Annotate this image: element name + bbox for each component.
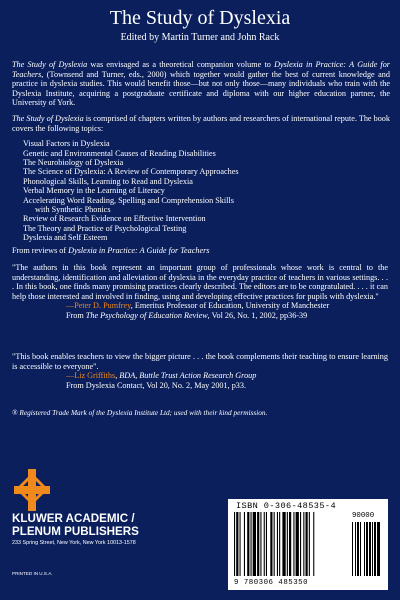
source-cite: From Dyslexia Contact, Vol 20, No. 2, May 2001, p33. xyxy=(66,380,247,390)
barcode-addon-bar xyxy=(364,522,365,576)
topic-item: Verbal Memory in the Learning of Literacy xyxy=(23,186,165,196)
barcode-box xyxy=(228,499,388,590)
reviews-heading xyxy=(12,246,390,255)
barcode-bar xyxy=(236,512,238,576)
barcode-bar xyxy=(293,512,294,576)
reviews-heading-book: Dyslexia in Practice: A Guide for Teachers xyxy=(68,246,210,255)
quote-text: "The authors in this book represent an important group of professionals whose work is central to the understanding, identification and alleviation of dyslexia in the everyday practice of teachers in various settings. . . . In this book, one finds many promising practices clearly described. The editors are to be congratulated. . . . it can help those interested and involved in finding, using and developing effective practices for pupils with dyslexia." xyxy=(12,263,388,301)
editors-line: Edited by Martin Turner and John Rack xyxy=(120,32,280,43)
topic-item: Genetic and Environmental Causes of Reading Disabilities xyxy=(23,148,216,158)
barcode-number: 9 780306 485350 xyxy=(234,579,309,587)
intro-companion-book: Dyslexia in Practice: A Guide for Teachers xyxy=(12,60,390,79)
trademark-note: ® Registered Trade Mark of the Dyslexia Institute Ltd; used with their kind permission. xyxy=(12,408,268,417)
topic-item: Phonological Skills, Learning to Read and Dyslexia xyxy=(23,176,193,186)
barcode-addon-bar xyxy=(357,522,359,576)
publisher-address: 233 Spring Street, New York, New York 10013-1578 xyxy=(12,540,136,546)
barcode-bar xyxy=(309,512,310,576)
barcode-addon-bar xyxy=(355,522,356,576)
intro-p2-text: is comprised of chapters written by authors and researchers of international repute. The book covers the following topics: xyxy=(12,113,390,133)
topic-item: Accelerating Word Reading, Spelling and Comprehension Skills xyxy=(23,195,234,205)
isbn-label: ISBN 0-306-48535-4 xyxy=(236,501,337,511)
topic-item: Review of Research Evidence on Effective Intervention xyxy=(23,214,206,224)
barcode-bar xyxy=(266,512,267,576)
barcode-bar xyxy=(244,512,245,576)
reviews-heading-text: From reviews of xyxy=(12,246,69,255)
barcode-bar xyxy=(289,512,291,576)
intro-title-ref-2: The Study of Dyslexia xyxy=(12,113,84,123)
barcode-bar xyxy=(282,512,285,576)
intro-paragraph-1 xyxy=(12,60,390,108)
reviewer-name: —Peter D. Pumfrey xyxy=(66,301,131,311)
topic-item: The Theory and Practice of Psychological Testing xyxy=(23,223,187,233)
barcode-bar xyxy=(270,512,272,576)
kluwer-logo-icon xyxy=(12,467,52,513)
barcode-bar xyxy=(264,512,265,576)
barcode-bar xyxy=(247,512,249,576)
barcode-bar xyxy=(279,512,280,576)
intro-p1-text-b: , (Townsend and Turner, eds., 2000) which together would gather the best of current knowledge and practice in dyslexia studies. This would benefit those—but not only those—many individuals who train with the Dyslexia Institute, acquiring a postgraduate certificate and diploma with our higher education partner, the University of York. xyxy=(12,69,390,108)
quote-text: "This book enables teachers to view the bigger picture . . . the book complements their teaching to ensure learning is accessible to everyone". xyxy=(12,352,388,371)
barcode-bar xyxy=(303,512,304,576)
topic-item: with Synthetic Phonics xyxy=(35,205,111,214)
topics-list xyxy=(12,139,390,242)
intro-text xyxy=(12,60,390,243)
publisher-name xyxy=(12,513,222,538)
barcode-addon: 90000 xyxy=(352,512,375,520)
intro-paragraph-2 xyxy=(12,114,390,133)
topic-item: The Neurobiology of Dyslexia xyxy=(23,157,124,167)
barcode-bar xyxy=(306,512,308,576)
barcode-bar xyxy=(296,512,299,576)
barcode-addon-bar xyxy=(352,522,353,576)
source-journal: The Psychology of Education Review xyxy=(85,310,208,320)
barcode-bar xyxy=(260,512,261,576)
review-quote-2 xyxy=(12,352,388,390)
barcode-addon-bar xyxy=(372,522,373,576)
barcode xyxy=(232,512,384,576)
publisher-line-1: KLUWER ACADEMIC / xyxy=(12,512,135,525)
source-cite: , Vol 26, No. 1, 2002, pp36-39 xyxy=(207,310,308,320)
topic-item: Visual Factors in Dyslexia xyxy=(23,139,110,149)
barcode-bar xyxy=(234,512,235,576)
publisher-line-2: PLENUM PUBLISHERS xyxy=(12,524,139,538)
barcode-addon-bar xyxy=(369,522,371,576)
barcode-bar xyxy=(257,512,259,576)
barcode-bar xyxy=(300,512,301,576)
barcode-bar xyxy=(313,512,314,576)
quote-attribution xyxy=(66,371,388,390)
review-quote-1 xyxy=(12,263,388,321)
barcode-addon-bar xyxy=(374,522,376,576)
source-from: From xyxy=(66,310,86,320)
book-title: The Study of Dyslexia xyxy=(109,7,291,29)
barcode-addon-bar xyxy=(360,522,361,576)
quote-attribution xyxy=(66,301,388,320)
barcode-addon-bar xyxy=(377,522,380,576)
printed-in: PRINTED IN U.S.A. xyxy=(12,571,53,576)
barcode-bar xyxy=(277,512,278,576)
barcode-bar xyxy=(287,512,288,576)
barcode-bar xyxy=(240,512,241,576)
intro-title-ref: The Study of Dyslexia xyxy=(12,60,88,69)
topic-item: The Science of Dyslexia: A Review of Contemporary Approaches xyxy=(23,167,239,177)
barcode-bar xyxy=(251,512,252,576)
barcode-bar xyxy=(253,512,256,576)
reviewer-name: —Liz Griffiths xyxy=(66,371,116,381)
reviewer-role: , BDA, Buttle Trust Action Research Group xyxy=(115,371,257,381)
barcode-bar xyxy=(274,512,275,576)
topic-item: Dyslexia and Self Esteem xyxy=(23,233,108,243)
intro-p1-text-a: was envisaged as a theoretical companion volume to xyxy=(87,60,275,69)
reviewer-role: , Emeritus Professor of Education, University of Manchester xyxy=(130,301,330,311)
barcode-addon-bar xyxy=(366,522,368,576)
